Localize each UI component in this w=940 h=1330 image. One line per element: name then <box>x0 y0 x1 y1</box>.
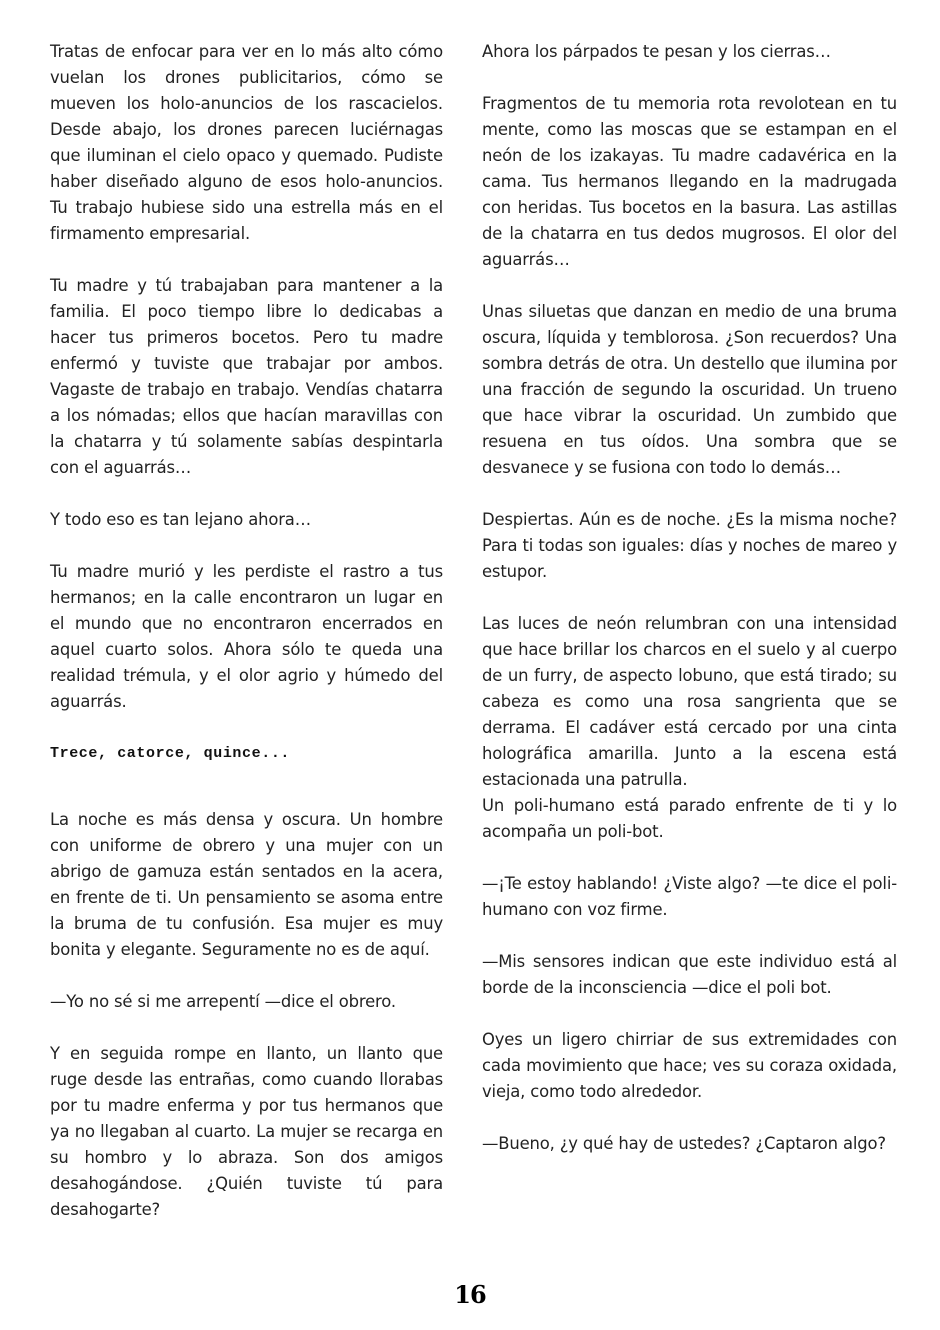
dialogue-paragraph: —¡Te estoy hablando! ¿Viste algo? —te dice el poli-humano con voz firme. <box>482 874 897 919</box>
paragraph: Tratas de enfocar para ver en lo más alto cómo vuelan los drones publicitarios, cómo se mueven los holo-anuncios de los rascacielos. Desde abajo, los drones parecen luciérnagas que iluminan el cielo opaco y quemado. Pudiste haber diseñado alguno de esos holo-anuncios. Tu trabajo hubiese sido una estrella más en el firmamento empresarial. <box>50 42 443 243</box>
left-column <box>50 39 443 1223</box>
dialogue-paragraph: —Mis sensores indican que este individuo está al borde de la inconsciencia —dice el poli bot. <box>482 952 897 997</box>
paragraph: Tu madre murió y les perdiste el rastro a tus hermanos; en la calle encontraron un lugar en el mundo que no encontraron encerrados en aquel cuarto solos. Ahora sólo te queda una realidad trémula, y el olor agrio y húmedo del aguarrás. <box>50 562 443 711</box>
dialogue-paragraph: —Bueno, ¿y qué hay de ustedes? ¿Captaron algo? <box>482 1134 886 1153</box>
paragraph: Fragmentos de tu memoria rota revolotean en tu mente, como las moscas que se estampan en el neón de los izakayas. Tu madre cadavérica en la cama. Tus hermanos llegando en la madrugada con heridas. Tus bocetos en la basura. Las astillas de la chatarra en tus dedos mugrosos. El olor del aguarrás… <box>482 94 897 269</box>
paragraph: Y en seguida rompe en llanto, un llanto que ruge desde las entrañas, como cuando llorabas por tu madre enferma y por tus hermanos que ya no llegaban al cuarto. La mujer se recarga en su hombro y lo abraza. Son dos amigos desahogándose. ¿Quién tuviste tú para desahogarte? <box>50 1044 443 1219</box>
paragraph: Las luces de neón relumbran con una intensidad que hace brillar los charcos en el suelo y al cuerpo de un furry, de aspecto lobuno, que está tirado; su cabeza es como una rosa sangrienta que se derrama. El cadáver está cercado por una cinta holográfica amarilla. Junto a la escena está estacionada una patrulla. <box>482 614 897 789</box>
paragraph: Tu madre y tú trabajaban para mantener a la familia. El poco tiempo libre lo dedicabas a hacer tus primeros bocetos. Pero tu madre enfermó y tuviste que trabajar por ambos. Vagaste de trabajo en trabajo. Vendías chatarra a los nómadas; ellos que hacían maravillas con la chatarra y tú solamente sabías despintarla con el aguarrás… <box>50 276 443 477</box>
paragraph: Despiertas. Aún es de noche. ¿Es la misma noche? Para ti todas son iguales: días y noches de mareo y estupor. <box>482 510 897 581</box>
paragraph: Unas siluetas que danzan en medio de una bruma oscura, líquida y temblorosa. ¿Son recuerdos? Una sombra detrás de otra. Un destello que ilumina por una fracción de segundo la oscuridad. Un trueno que hace vibrar la oscuridad. Un zumbido que resuena en tus oídos. Una sombra que se desvanece y se fusiona con todo lo demás… <box>482 302 897 477</box>
interlude-line: Trece, catorce, quince... <box>50 745 291 762</box>
paragraph: Un poli-humano está parado enfrente de ti y lo acompaña un poli-bot. <box>482 796 897 841</box>
paragraph: Oyes un ligero chirriar de sus extremidades con cada movimiento que hace; ves su coraza oxidada, vieja, como todo alrededor. <box>482 1030 897 1101</box>
paragraph: La noche es más densa y oscura. Un hombre con uniforme de obrero y una mujer con un abrigo de gamuza están sentados en la acera, en frente de ti. Un pensamiento se asoma entre la bruma de tu confusión. Esa mujer es muy bonita y elegante. Seguramente no es de aquí. <box>50 810 443 959</box>
paragraph: Y todo eso es tan lejano ahora… <box>50 510 311 529</box>
dialogue-paragraph: —Yo no sé si me arrepentí —dice el obrero. <box>50 992 396 1011</box>
paragraph: Ahora los párpados te pesan y los cierras… <box>482 42 831 61</box>
right-column <box>482 39 897 1157</box>
page-number: 16 <box>454 1280 486 1309</box>
